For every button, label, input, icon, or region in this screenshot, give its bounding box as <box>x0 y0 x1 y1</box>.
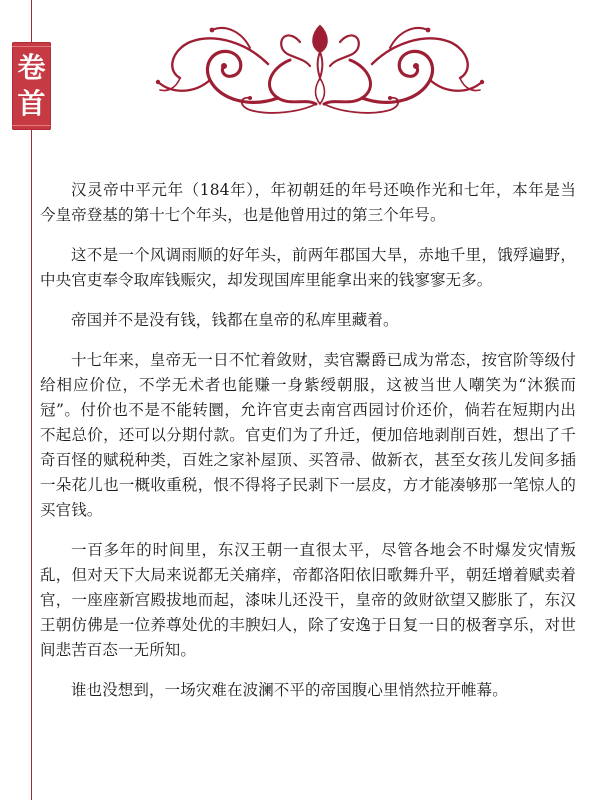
chapter-tag-char-1: 卷 <box>17 51 46 84</box>
tag-bottom-line <box>12 125 51 126</box>
chapter-tag <box>12 42 51 130</box>
flourish-ornament-icon <box>150 8 490 120</box>
paragraph-1: 汉灵帝中平元年（184年），年初朝廷的年号还唤作光和七年，本年是当今皇帝登基的第十七个年头，也是他曾用过的第三个年号。 <box>40 181 576 224</box>
paragraph-6: 谁也没想到，一场灾难在波澜不平的帝国腹心里悄然拉开帷幕。 <box>71 681 508 699</box>
body-text <box>40 178 576 718</box>
paragraph-5: 一百多年的时间里，东汉王朝一直很太平，尽管各地会不时爆发灾情叛乱，但对天下大局来说都无关痛痒，帝都洛阳依旧歌舞升平，朝廷增着赋卖着官，一座座新宫殿拔地而起，漆味儿还没干，皇帝的敛财欲望又膨胀了，东汉王朝仿佛是一位养尊处优的丰腴妇人，除了安逸于日复一日的极奢享乐，对世间悲苦百态一无所知。 <box>40 541 576 659</box>
paragraph-2: 这不是一个风调雨顺的好年头，前两年郡国大旱，赤地千里，饿殍遍野，中央官吏奉令取库钱赈灾，却发现国库里能拿出来的钱寥寥无多。 <box>40 246 576 289</box>
paragraph-3: 帝国并不是没有钱，钱都在皇帝的私库里藏着。 <box>71 311 399 329</box>
paragraph-4: 十七年来，皇帝无一日不忙着敛财，卖官鬻爵已成为常态，按官阶等级付给相应价位，不学无术者也能赚一身紫绶朝服，这被当世人嘲笑为“沐猴而冠”。付价也不是不能转圜，允许官吏去南宫西园讨价还价，倘若在短期内出不起总价，还可以分期付款。官吏们为了升迁，便加倍地剥削百姓，想出了千奇百怪的赋税种类，百姓之家补屋顶、买笤帚、做新衣，甚至女孩儿发间多插一朵花儿也一概收重税，恨不得将子民剥下一层皮，方才能凑够那一笔惊人的买官钱。 <box>40 351 576 519</box>
tag-top-line <box>12 46 51 47</box>
chapter-tag-char-2: 首 <box>17 87 46 120</box>
